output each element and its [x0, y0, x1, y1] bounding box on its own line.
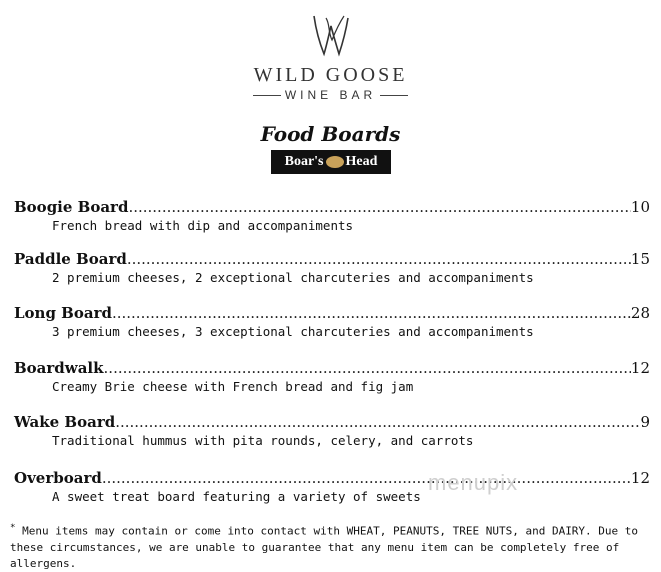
- boar-icon: [326, 156, 344, 168]
- menu-item: [14, 250, 650, 285]
- logo-name: WILD GOOSE: [253, 64, 408, 86]
- item-name: Wake Board: [14, 413, 116, 431]
- item-description: Traditional hummus with pita rounds, celery, and carrots: [52, 433, 474, 448]
- item-description: 2 premium cheeses, 2 exceptional charcuteries and accompaniments: [52, 270, 534, 285]
- item-price: 12: [630, 359, 650, 377]
- page-title: Food Boards: [260, 122, 401, 146]
- item-description: A sweet treat board featuring a variety of sweets: [52, 489, 421, 504]
- logo-subtitle: [0, 88, 661, 102]
- wg-monogram-icon: [306, 10, 356, 60]
- item-price: 12: [630, 469, 650, 487]
- brand-badge: [271, 150, 391, 174]
- dot-leader: [127, 250, 631, 268]
- item-description: 3 premium cheeses, 3 exceptional charcuteries and accompaniments: [52, 324, 534, 339]
- menu-item: [14, 198, 650, 233]
- item-price: 9: [640, 413, 650, 431]
- footnote-mark: *: [10, 522, 16, 533]
- item-description: Creamy Brie cheese with French bread and fig jam: [52, 379, 414, 394]
- logo-monogram: [0, 10, 661, 62]
- dot-leader: [115, 413, 640, 431]
- item-name: Boardwalk: [14, 359, 104, 377]
- item-description: French bread with dip and accompaniments: [52, 218, 354, 233]
- dot-leader: [102, 469, 631, 487]
- item-price: 28: [630, 304, 650, 322]
- menu-item: [14, 304, 650, 339]
- allergen-footnote: [10, 520, 655, 572]
- menu-item: [14, 469, 650, 504]
- dot-leader: [112, 304, 631, 322]
- item-name: Long Board: [14, 304, 112, 322]
- dot-leader: [104, 359, 631, 377]
- brand-right: Head: [345, 154, 378, 169]
- menu-item: [14, 413, 650, 448]
- watermark: menupix: [428, 470, 519, 495]
- footnote-text: Menu items may contain or come into contact with WHEAT, PEANUTS, TREE NUTS, and DAIRY. Due to these circumstances, we are unable to guarantee that any menu item can be completely free of allergens.: [10, 524, 639, 570]
- brand-left: Boar's: [284, 154, 324, 169]
- logo-subtitle-text: WINE BAR: [284, 88, 377, 102]
- rule-left: [253, 95, 281, 96]
- item-name: Paddle Board: [14, 250, 127, 268]
- rule-right: [380, 95, 408, 96]
- dot-leader: [128, 198, 630, 216]
- item-price: 15: [630, 250, 650, 268]
- item-name: Overboard: [14, 469, 102, 487]
- item-price: 10: [630, 198, 650, 216]
- menu-item: [14, 359, 650, 394]
- item-name: Boogie Board: [14, 198, 129, 216]
